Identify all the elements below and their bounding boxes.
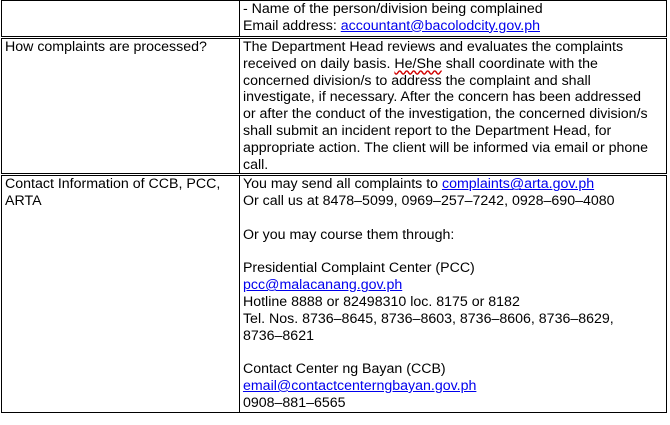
row-label-empty [2,1,240,38]
table-row [2,1,667,38]
process-line [243,56,664,73]
process-line: shall submit an incident report to the Department Head, for [242,122,612,139]
table-row [2,175,667,412]
complaints-info-table [1,0,667,413]
process-line: concerned division/s to address the complaint and shall [242,72,591,89]
accountant-email-link[interactable]: accountant@bacolodcity.gov.ph [340,17,540,34]
process-line: investigate, if necessary. After the concern has been addressed [242,89,641,106]
pcc-email-link[interactable]: pcc@malacanang.gov.ph [242,277,403,294]
process-text: shall coordinate with the [445,55,598,72]
process-line: appropriate action. The client will be informed via email or phone [242,139,649,156]
pcc-hotline: Hotline 8888 or 82498310 loc. 8175 or 8182 [242,293,520,310]
contact-label-line: ARTA [5,193,42,210]
email-prefix: Email address: [242,17,341,34]
table-row [2,38,667,175]
pcc-tel-line: 8736–8621 [242,327,314,344]
process-line: call. [242,156,269,173]
contact-label-line: Contact Information of CCB, PCC, [5,176,221,193]
row-label-contact [2,175,240,412]
process-description [239,38,666,175]
ccb-title: Contact Center ng Bayan (CCB) [242,361,446,378]
spellcheck-word: He/She [394,55,442,72]
spacer [243,344,664,361]
course-line: Or you may course them through: [242,226,455,243]
process-line: The Department Head reviews and evaluates the complaints [242,39,624,55]
row-content [239,1,666,38]
email-line [243,18,664,35]
row-label-process: How complaints are processed? [2,38,240,175]
arta-email-line [243,176,664,193]
process-line: or after the conduct of the investigation, the concerned division/s [242,106,648,123]
pcc-tel-line: Tel. Nos. 8736–8645, 8736–8603, 8736–8606, 8736–8629, [242,310,614,327]
spacer [243,210,664,227]
arta-prefix: You may send all complaints to [242,176,442,193]
process-text: received on daily basis. [242,55,391,72]
ccb-email-link[interactable]: email@contactcenterngbayan.gov.ph [242,377,477,394]
arta-email-link[interactable]: complaints@arta.gov.ph [441,176,595,193]
contact-details [239,175,666,412]
pcc-title: Presidential Complaint Center (PCC) [242,260,475,277]
complaint-name-line: - Name of the person/division being complained [242,1,543,17]
arta-phone-line: Or call us at 8478–5099, 0969–257–7242, 0928–690–4080 [242,193,615,210]
spacer [243,244,664,261]
ccb-phone: 0908–881–6565 [242,394,346,411]
